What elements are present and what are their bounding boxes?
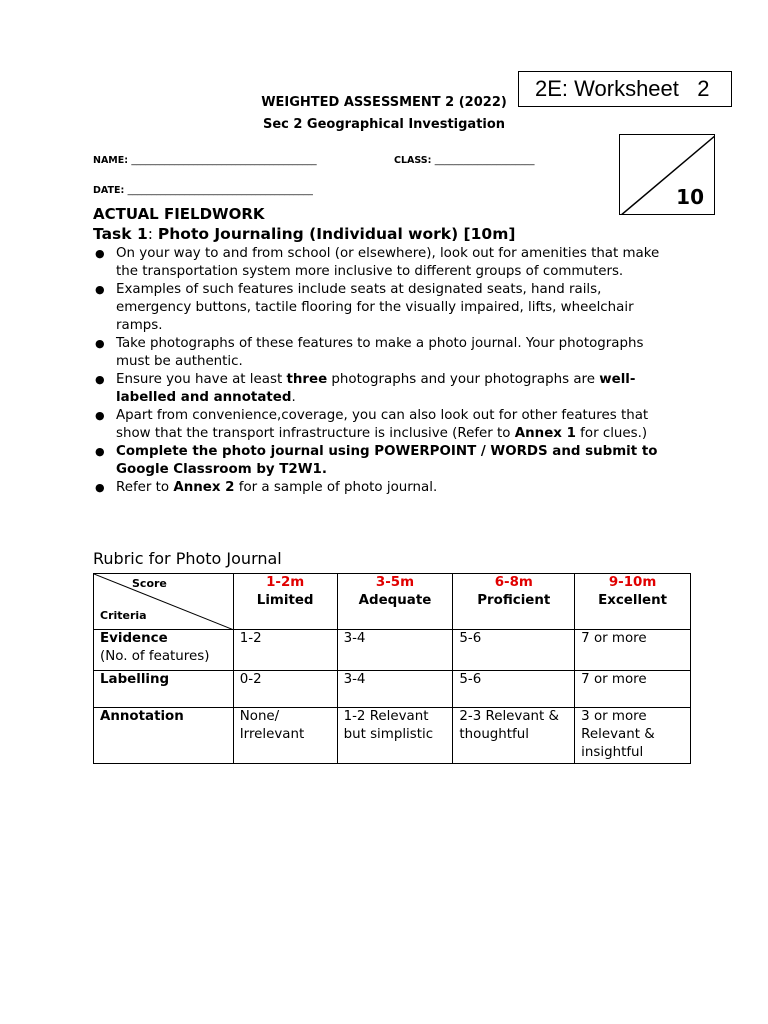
table-cell: 0-2 — [233, 671, 337, 708]
criterion-cell — [94, 630, 234, 671]
level-name: Adequate — [358, 593, 432, 608]
task-colon: : — [147, 225, 158, 243]
rubric-table — [93, 573, 691, 764]
score-box — [619, 134, 715, 215]
class-line: _____________________ — [434, 155, 535, 166]
bullet-icon: ● — [95, 481, 105, 494]
score-header-label: Score — [132, 577, 167, 590]
bullet-bold-text: Complete the photo journal using POWERPOINT / WORDS and submit to Google Classroom by T2W1. — [116, 444, 658, 477]
worksheet-label: 2E: Worksheet 2 — [518, 71, 732, 107]
level-marks: 1-2m — [266, 575, 305, 590]
criteria-header-label: Criteria — [100, 609, 147, 622]
bullet-text: Take photographs of these features to make a photo journal. Your photographs must be authentic. — [116, 336, 644, 369]
table-cell: 3-4 — [337, 671, 453, 708]
bullet-icon: ● — [95, 247, 105, 260]
bullet-icon: ● — [95, 337, 105, 350]
list-item — [93, 443, 673, 479]
list-item — [93, 335, 673, 371]
bullet-text: On your way to and from school (or elsewhere), look out for amenities that make the transportation system more inclusive to different groups of commuters. — [116, 246, 660, 279]
bullet-text: Examples of such features include seats at designated seats, hand rails, emergency buttons, tactile flooring for the visually impaired, lifts, wheelchair ramps. — [116, 282, 634, 333]
rubric-header-row — [94, 574, 691, 630]
table-cell: 5-6 — [453, 671, 575, 708]
table-cell: 5-6 — [453, 630, 575, 671]
criterion-name: Labelling — [100, 672, 170, 687]
rubric-title: Rubric for Photo Journal — [93, 549, 282, 568]
list-item — [93, 371, 673, 407]
list-item — [93, 281, 673, 335]
name-label: NAME: — [93, 155, 129, 166]
table-cell: 3 or more Relevant & insightful — [575, 708, 691, 764]
criterion-name: Evidence — [100, 631, 168, 646]
table-row — [94, 630, 691, 671]
task-title: Photo Journaling (Individual work) [10m] — [157, 225, 516, 243]
bullet-text: Ensure you have at least — [116, 372, 287, 387]
level-header — [233, 574, 337, 630]
list-item — [93, 479, 673, 497]
level-marks: 3-5m — [375, 575, 415, 590]
list-item — [93, 245, 673, 281]
task-heading — [93, 225, 515, 243]
bullet-text: photographs and your photographs are — [327, 372, 600, 387]
level-name: Proficient — [477, 593, 551, 608]
level-marks: 9-10m — [608, 575, 657, 590]
bullet-icon: ● — [95, 283, 105, 296]
table-cell: 1-2 — [233, 630, 337, 671]
criterion-sub: (No. of features) — [100, 649, 210, 664]
criterion-cell — [94, 708, 234, 764]
list-item — [93, 407, 673, 443]
table-row — [94, 708, 691, 764]
level-header — [453, 574, 575, 630]
table-row — [94, 671, 691, 708]
bullet-bold-text: three — [286, 372, 328, 387]
table-cell: 1-2 Relevant but simplistic — [337, 708, 453, 764]
table-cell: 7 or more — [575, 671, 691, 708]
name-field — [93, 155, 317, 166]
bullet-icon: ● — [95, 445, 105, 458]
assessment-title: WEIGHTED ASSESSMENT 2 (2022) — [261, 95, 507, 110]
bullet-bold-text: Annex 2 — [173, 480, 235, 495]
task-label: Task 1 — [93, 225, 148, 243]
level-header — [575, 574, 691, 630]
bullet-icon: ● — [95, 409, 105, 422]
table-cell: 7 or more — [575, 630, 691, 671]
level-name: Limited — [256, 593, 314, 608]
score-criteria-header — [94, 574, 234, 630]
level-name: Excellent — [598, 593, 668, 608]
level-header — [337, 574, 453, 630]
section-heading: ACTUAL FIELDWORK — [93, 205, 265, 223]
bullet-text: for clues.) — [575, 426, 648, 441]
date-label: DATE: — [93, 185, 125, 196]
bullet-text: Refer to — [116, 480, 174, 495]
class-field — [394, 155, 535, 166]
date-field — [93, 185, 313, 196]
criterion-name: Annotation — [100, 709, 184, 724]
criterion-cell — [94, 671, 234, 708]
bullet-bold-text: well-labelled and annotated — [116, 372, 636, 405]
bullet-text: Apart from convenience,coverage, you can also look out for other features that show that the transport infrastructure is inclusive (Refer to — [116, 408, 649, 441]
bullet-bold-text: Annex 1 — [514, 426, 576, 441]
bullet-text: for a sample of photo journal. — [234, 480, 438, 495]
bullet-icon: ● — [95, 373, 105, 386]
assessment-subtitle: Sec 2 Geographical Investigation — [262, 117, 506, 132]
bullet-text: . — [291, 390, 296, 405]
class-label: CLASS: — [394, 155, 432, 166]
table-cell: 2-3 Relevant & thoughtful — [453, 708, 575, 764]
level-marks: 6-8m — [494, 575, 533, 590]
table-cell: None/ Irrelevant — [233, 708, 337, 764]
table-cell: 3-4 — [337, 630, 453, 671]
name-line: _______________________________________ — [131, 155, 317, 166]
instructions-list — [93, 245, 673, 497]
date-line: _______________________________________ — [127, 185, 313, 196]
total-marks: 10 — [676, 185, 704, 209]
